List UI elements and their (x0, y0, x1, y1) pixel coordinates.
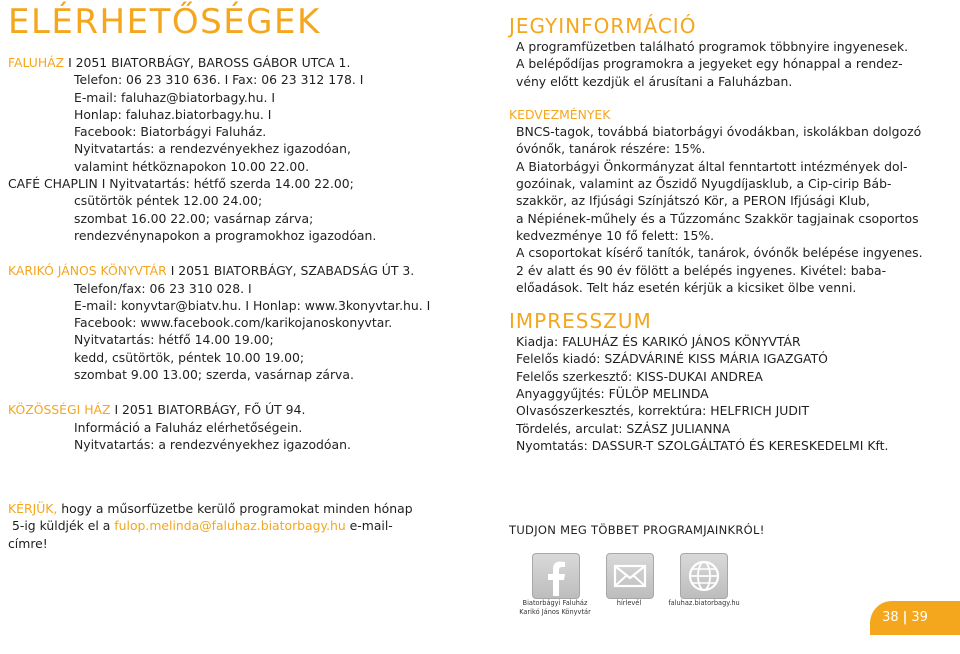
discount-line: előadások. Telt ház esetén kérjük a kicsiket ölbe venni. (516, 279, 857, 295)
discount-line: 2 év alatt és 90 év fölött a belépés ingyenes. Kivétel: baba- (516, 262, 887, 278)
faluhaz-heading (8, 54, 478, 71)
community-heading (8, 401, 478, 418)
library-line: szombat 9.00 13.00; szerda, vasárnap zárva. (74, 367, 354, 383)
impressum-line: Felelős kiadó: SZÁDVÁRINÉ KISS MÁRIA IGAZGATÓ (516, 351, 828, 367)
community-line: Információ a Faluház elérhetőségein. (74, 419, 303, 435)
discount-line: kedvezménye 10 fő felett: 15%. (516, 227, 715, 243)
facebook-icon[interactable] (532, 553, 580, 599)
discount-line: a Népiének-műhely és a Tűzzománc Szakkör tagjainak csoportos (516, 210, 919, 226)
library-line: Telefon/fax: 06 23 310 028. I (74, 280, 252, 296)
community-name: KÖZÖSSÉGI HÁZ (8, 402, 111, 418)
page-number-right: 39 (911, 610, 928, 625)
faluhaz-address: I 2051 BIATORBÁGY, BAROSS GÁBOR UTCA 1. (68, 55, 351, 70)
library-heading (8, 262, 478, 279)
impressum-line: Nyomtatás: DASSUR-T SZOLGÁLTATÓ ÉS KERESKEDELMI Kft. (516, 437, 889, 453)
ticket-info-line: vény előtt kezdjük el árusítani a Faluházban. (516, 73, 793, 89)
page-tab-edge (940, 601, 960, 635)
note-label: KÉRJÜK, (8, 501, 58, 516)
discounts-heading: KEDVEZMÉNYEK (509, 106, 611, 122)
cafe-line: csütörtök péntek 12.00 24.00; (74, 193, 263, 209)
facebook-caption (519, 599, 591, 617)
note-line-1 (8, 500, 428, 517)
web-caption: faluhaz.biatorbagy.hu (668, 599, 740, 607)
community-address: I 2051 BIATORBÁGY, FŐ ÚT 94. (114, 402, 306, 418)
faluhaz-line: Honlap: faluhaz.biatorbagy.hu. I (74, 106, 272, 122)
community-line: Nyitvatartás: a rendezvényekhez igazodóan. (74, 436, 351, 452)
impressum-line: Olvasószerkesztés, korrektúra: HELFRICH JUDIT (516, 403, 810, 419)
impressum-line: Tördelés, arculat: SZÁSZ JULIANNA (516, 420, 731, 436)
library-address: I 2051 BIATORBÁGY, SZABADSÁG ÚT 3. (170, 263, 415, 279)
impressum-line: Felelős szerkesztő: KISS-DUKAI ANDREA (516, 368, 763, 384)
submission-note (8, 500, 428, 552)
globe-icon[interactable] (680, 553, 728, 599)
note-line-3: címre! (8, 535, 48, 551)
library-line: Facebook: www.facebook.com/karikojanoskonyvtar. (74, 315, 393, 331)
impressum-line: Kiadja: FALUHÁZ ÉS KARIKÓ JÁNOS KÖNYVTÁR (516, 334, 801, 350)
faluhaz-line: valamint hétköznapokon 10.00 22.00. (74, 158, 310, 174)
social-heading: TUDJON MEG TÖBBET PROGRAMJAINKRÓL! (509, 523, 765, 537)
discount-line: A Biatorbágyi Önkormányzat által fenntartott intézmények dol- (516, 158, 908, 174)
ticket-info-line: A programfüzetben található programok többnyire ingyenesek. (516, 39, 909, 54)
email-link[interactable]: fulop.melinda@faluhaz.biatorbagy.hu (114, 518, 346, 534)
contacts-column (8, 54, 478, 453)
discount-line: gozóinak, valamint az Őszidő Nyugdíjasklub, a Cip-cirip Báb- (516, 176, 892, 192)
note-text: e-mail- (345, 518, 393, 534)
impressum-line: Anyaggyűjtés: FÜLÖP MELINDA (516, 386, 709, 402)
discount-line: óvónők, tanárok részére: 15%. (516, 141, 706, 157)
library-line: E-mail: konyvtar@biatv.hu. I Honlap: www.3konyvtar.hu. I (74, 297, 431, 313)
cafe-line: CAFÉ CHAPLIN I Nyitvatartás: hétfő szerda 14.00 22.00; (8, 176, 354, 192)
faluhaz-line: Nyitvatartás: a rendezvényekhez igazodóan, (74, 141, 351, 157)
cafe-line: rendezvénynapokon a programokhoz igazodóan. (74, 227, 377, 243)
ticket-info-line: A belépődíjas programokra a jegyeket egy hónappal a rendez- (516, 56, 903, 72)
library-name: KARIKÓ JÁNOS KÖNYVTÁR (8, 263, 167, 279)
library-line: Nyitvatartás: hétfő 14.00 19.00; (74, 332, 274, 348)
cafe-line: szombat 16.00 22.00; vasárnap zárva; (74, 210, 314, 226)
info-column (509, 14, 949, 454)
faluhaz-line: Facebook: Biatorbágyi Faluház. (74, 124, 267, 140)
note-line-2 (8, 517, 428, 534)
newsletter-caption: hírlevél (616, 599, 642, 607)
facebook-caption-2: Karikó János Könyvtár (519, 608, 591, 616)
faluhaz-line: E-mail: faluhaz@biatorbagy.hu. I (74, 89, 276, 105)
library-line: kedd, csütörtök, péntek 10.00 19.00; (74, 349, 305, 365)
discount-line: BNCS-tagok, továbbá biatorbágyi óvodákban, iskolákban dolgozó (516, 124, 922, 140)
ticket-info-heading: JEGYINFORMÁCIÓ (509, 14, 697, 38)
envelope-icon[interactable] (606, 553, 654, 599)
discount-line: szakkör, az Ifjúsági Színjátszó Kör, a PERON Ifjúsági Klub, (516, 193, 870, 209)
impressum-heading: IMPRESSZUM (509, 309, 652, 334)
facebook-caption-1: Biatorbágyi Faluház (522, 599, 588, 607)
page-number-left: 38 (882, 610, 899, 625)
note-text: 5-ig küldjék el a (12, 518, 115, 534)
page-number-tab: 38 | 39 (870, 601, 940, 635)
faluhaz-name: FALUHÁZ (8, 55, 65, 70)
page-title: ELÉRHETŐSÉGEK (8, 2, 321, 42)
discount-line: A csoportokat kísérő tanítók, tanárok, óvónők belépése ingyenes. (516, 245, 923, 261)
faluhaz-line: Telefon: 06 23 310 636. I Fax: 06 23 312 178. I (74, 72, 364, 88)
note-text: hogy a műsorfüzetbe kerülő programokat minden hónap (57, 501, 413, 516)
